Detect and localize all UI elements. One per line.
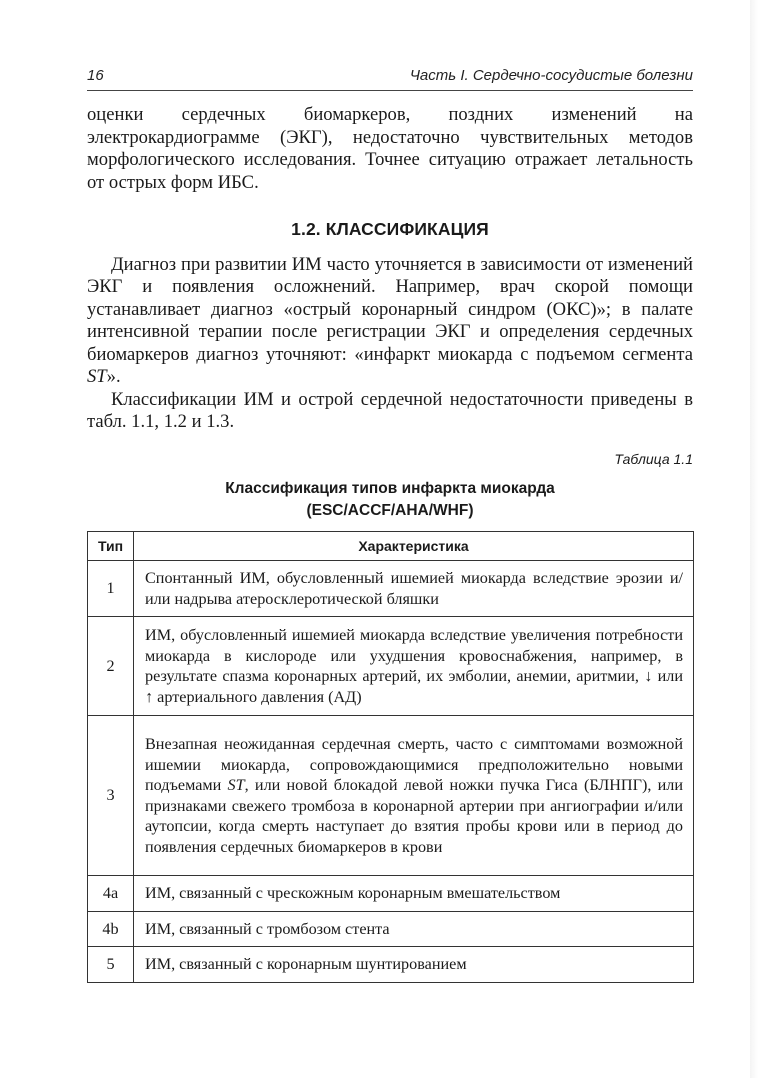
- table-title-line1: Классификация типов инфаркта миокарда: [225, 480, 555, 497]
- section-heading: 1.2. КЛАССИФИКАЦИЯ: [291, 219, 489, 239]
- type-cell: 3: [88, 716, 134, 876]
- intro-paragraph: оценки сердечных биомаркеров, поздних изменений на электрокардиограмме (ЭКГ), недостаточно чувствительных методов морфологического исследования. Точнее ситуацию отражает летальность от острых форм ИБС.: [87, 104, 693, 193]
- characteristic-cell: ИМ, обусловленный ишемией миокарда вследствие увеличения потребности миокарда в кислороде или ухудшения кровоснабжения, например, в результате спазма коронарных артерий, их эмболии, анемии, аритмии, ↓ или ↑ артериального давления (АД): [134, 617, 694, 716]
- paragraph-text: Диагноз при развитии ИМ часто уточняется в зависимости от изменений ЭКГ и появления осложнений. Например, врач скорой помощи устанавливает диагноз «острый коронарный синдром (ОКС)»; в палате интенсивной терапии после регистрации ЭКГ и определения сердечных биомаркеров диагноз уточняют: «инфаркт миокарда с подъемом сегмента: [87, 253, 693, 365]
- characteristic-cell: Спонтанный ИМ, обусловленный ишемией миокарда вследствие эрозии и/или надрыва атеросклеротической бляшки: [134, 561, 694, 617]
- column-header-type: Тип: [88, 532, 134, 561]
- table-row: [88, 911, 694, 947]
- page-edge-shadow: [750, 0, 758, 1078]
- type-cell: 5: [88, 947, 134, 983]
- page-body: [87, 104, 693, 983]
- type-cell: 1: [88, 561, 134, 617]
- table-title: [87, 478, 693, 522]
- classification-paragraph: [87, 254, 693, 389]
- table-header-row: [88, 532, 694, 561]
- type-cell: 4b: [88, 911, 134, 947]
- mi-types-table: [87, 531, 694, 983]
- characteristic-cell: ИМ, связанный с коронарным шунтированием: [134, 947, 694, 983]
- header-divider: [87, 90, 693, 91]
- table-row: [88, 716, 694, 876]
- table-row: [88, 876, 694, 912]
- table-label: Таблица 1.1: [614, 450, 693, 467]
- table-title-line2: (ESC/ACCF/AHA/WHF): [306, 502, 474, 519]
- running-header: [87, 67, 693, 87]
- running-title: Часть I. Сердечно-сосудистые болезни: [409, 67, 693, 84]
- characteristic-text-b: , или новой блокадой левой ножки пучка Гиса (БЛНПГ), или признаками свежего тромбоза в коронарной артерии при ангиографии и/или аутопсии, когда смерть наступает до взятия пробы крови или в период до появления сердечных биомаркеров в крови: [145, 776, 683, 856]
- characteristic-cell: ИМ, связанный с чрескожным коронарным вмешательством: [134, 876, 694, 912]
- characteristic-cell: ИМ, связанный с тромбозом стента: [134, 911, 694, 947]
- type-cell: 2: [88, 617, 134, 716]
- characteristic-cell: [134, 716, 694, 876]
- st-segment-term: ST: [87, 366, 107, 387]
- characteristic-text-a: Внезапная неожиданная сердечная смерть, часто с симптомами возможной ишемии миокарда, сопровождающимися предположительно новыми подъемами: [145, 735, 683, 794]
- tables-reference-paragraph: Классификации ИМ и острой сердечной недостаточности приведены в табл. 1.1, 1.2 и 1.3.: [87, 388, 693, 432]
- page-number: 16: [87, 67, 104, 84]
- st-segment-term: ST: [227, 776, 245, 794]
- column-header-characteristic: Характеристика: [134, 532, 694, 561]
- type-cell: 4a: [88, 876, 134, 912]
- paragraph-end: ».: [106, 366, 121, 387]
- table-row: [88, 947, 694, 983]
- table-row: [88, 561, 694, 617]
- table-row: [88, 617, 694, 716]
